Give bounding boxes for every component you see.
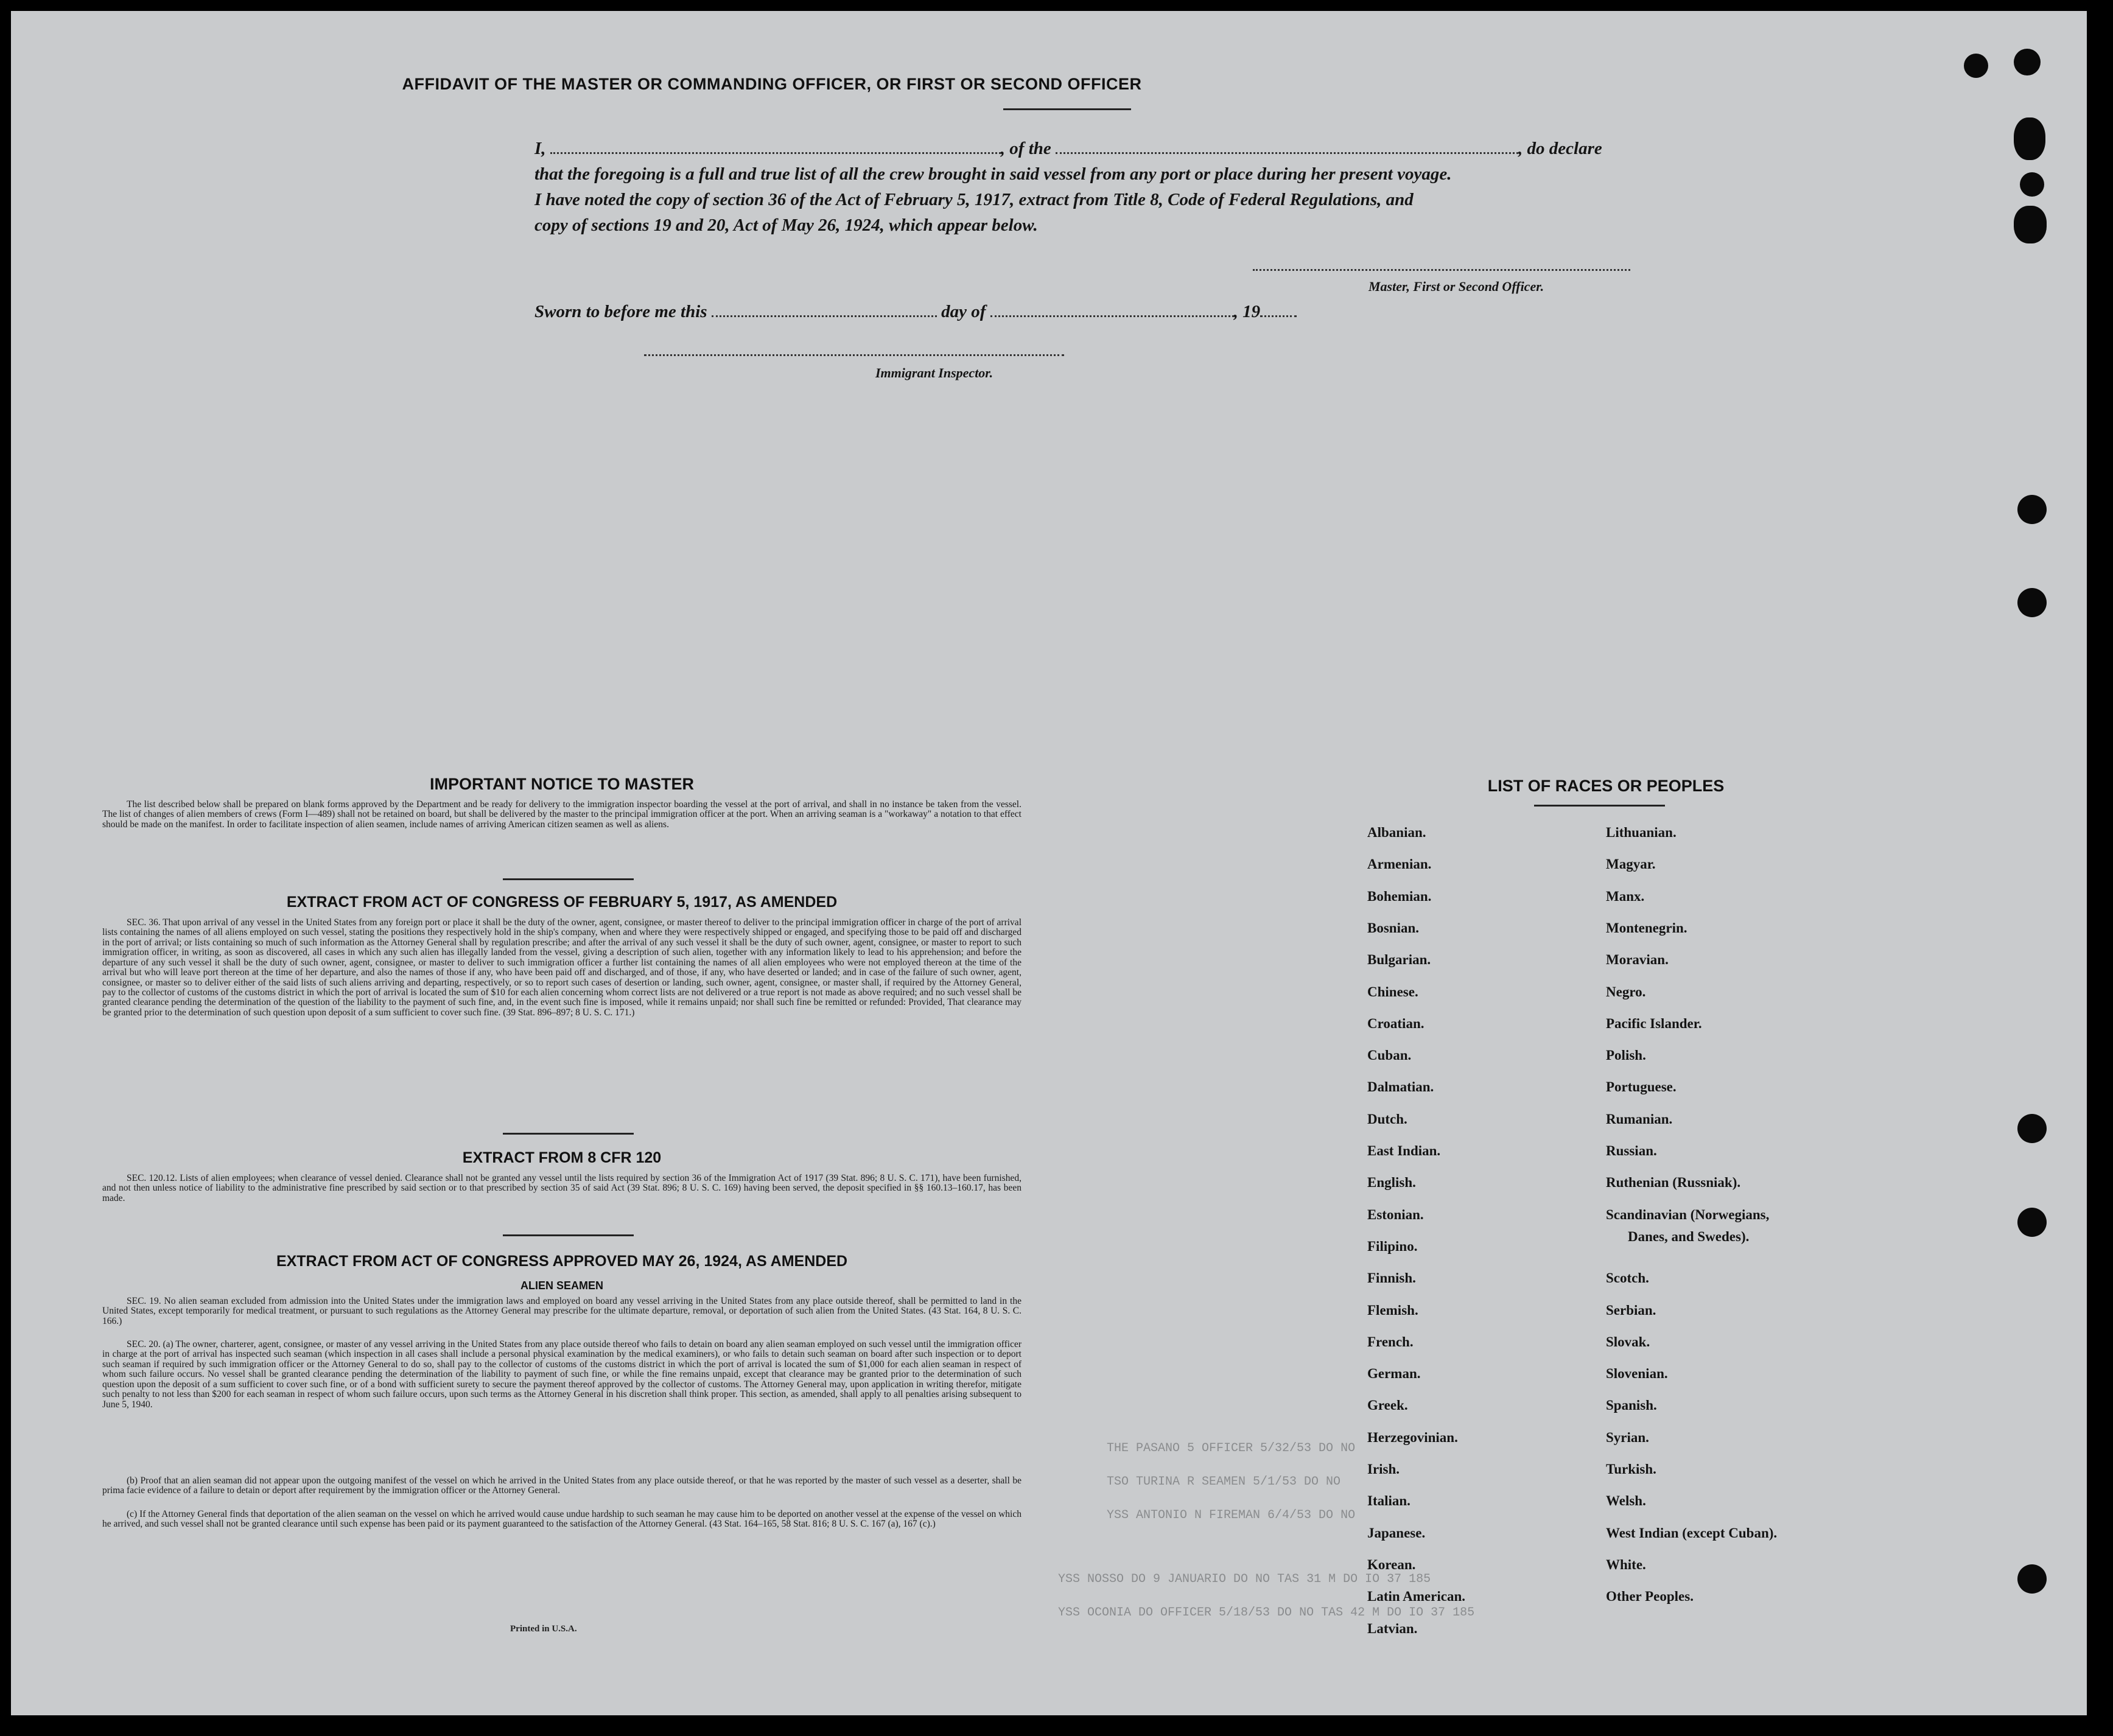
race-item: Moravian. (1606, 952, 1669, 968)
race-item: Magyar. (1606, 856, 1656, 872)
cfr-title: EXTRACT FROM 8 CFR 120 (462, 1149, 662, 1166)
inspector-signature-line[interactable] (644, 351, 1064, 356)
bleed-through-line: TSO TURINA R SEAMEN 5/1/53 DO NO (1107, 1475, 1341, 1489)
binder-hole (2017, 1564, 2047, 1594)
day-field[interactable] (712, 312, 937, 317)
race-item: Korean. (1367, 1556, 1416, 1572)
affidavit-line-4: copy of sections 19 and 20, Act of May 26, 1924, which appear below. (534, 215, 1038, 235)
race-item: Greek. (1367, 1398, 1408, 1413)
binder-hole (2020, 172, 2044, 197)
section-rule (503, 1133, 634, 1135)
day-of-label: day of (941, 302, 986, 321)
race-item: Scotch. (1606, 1270, 1649, 1286)
races-title: LIST OF RACES OR PEOPLES (1487, 777, 1725, 795)
race-item: Scandinavian (Norwegians, (1606, 1206, 1770, 1222)
race-item: Lithuanian. (1606, 825, 1677, 840)
binder-hole (2017, 588, 2047, 617)
race-item: Manx. (1606, 888, 1645, 904)
sec-20c-body: (c) If the Attorney General finds that deportation of the alien seaman on the vessel on which he arrived would cause undue hardship to such seaman he may cause him to be deported on another vessel at the expense of the vessel on which he arrived, and such vessel shall not be granted clearance until such expense has been paid or its payment guaranteed to the satisfaction of the Attorney General. (43 Stat. 164–165, 58 Stat. 816; 8 U. S. C. 167 (a), 167 (c).) (102, 1509, 1021, 1530)
vessel-field[interactable] (1056, 149, 1518, 154)
binder-hole (2017, 495, 2047, 524)
section-rule (503, 878, 634, 880)
race-item: Portuguese. (1606, 1079, 1677, 1095)
race-item: Slovenian. (1606, 1366, 1668, 1382)
year-label: , 19 (1233, 302, 1261, 321)
race-item: German. (1367, 1366, 1421, 1382)
bleed-through-line: YSS OCONIA DO OFFICER 5/18/53 DO NO TAS 42 M DO IO 37 185 (1058, 1606, 1475, 1620)
bleed-through-line: YSS NOSSO DO 9 JANUARIO DO NO TAS 31 M DO IO 37 185 (1058, 1572, 1431, 1586)
race-item: Dutch. (1367, 1111, 1407, 1127)
of-the-label: , of the (1000, 139, 1051, 158)
race-item: Estonian. (1367, 1206, 1424, 1222)
race-item: Irish. (1367, 1461, 1400, 1477)
race-item: Bohemian. (1367, 888, 1432, 904)
race-item: Albanian. (1367, 825, 1426, 840)
affidavit-line-2: that the foregoing is a full and true list of all the crew brought in said vessel from any port or place during her present voyage. (534, 164, 1452, 184)
race-item: Negro. (1606, 984, 1646, 999)
race-item: Russian. (1606, 1143, 1657, 1158)
race-item: Filipino. (1367, 1238, 1418, 1254)
i-label: I, (534, 139, 546, 158)
race-item: White. (1606, 1556, 1646, 1572)
sworn-label: Sworn to before me this (534, 302, 707, 321)
races-title-rule (1534, 805, 1665, 807)
race-item: Italian. (1367, 1493, 1410, 1509)
race-item: Latin American. (1367, 1589, 1465, 1605)
race-item: Herzegovinian. (1367, 1429, 1458, 1445)
race-item: Chinese. (1367, 984, 1418, 999)
race-item: Latvian. (1367, 1620, 1418, 1636)
binder-hole (2014, 49, 2041, 75)
sec-19-body: SEC. 19. No alien seaman excluded from admission into the United States under the immigration laws and employed on board any vessel arriving in the United States from any place outside thereof, shall be permitted to land in the United States, except temporarily for medical treatment, or pursuant to such regulations as the Attorney General may prescribe for the ultimate departure, removal, or deportation of such alien from the United States. (43 Stat. 164, 8 U. S. C. 166.) (102, 1296, 1021, 1326)
race-item: Rumanian. (1606, 1111, 1673, 1127)
race-item: Japanese. (1367, 1525, 1426, 1541)
binder-hole (1964, 54, 1988, 78)
master-signature-line[interactable] (1253, 265, 1630, 271)
year-field[interactable] (1260, 312, 1297, 317)
race-item: West Indian (except Cuban). (1606, 1525, 1778, 1541)
race-item: Spanish. (1606, 1398, 1657, 1413)
affidavit-declaration-line (534, 139, 1602, 159)
race-item: English. (1367, 1175, 1416, 1191)
extract-1917-body: SEC. 36. That upon arrival of any vessel in the United States from any foreign port or place it shall be the duty of the owner, agent, consignee, or master thereof to deliver to the principal immigration officer in charge of the port of arrival lists containing the names of all aliens employed on such vessel, stating the positions they respectively hold in the ship's company, when and where they were respectively shipped or engaged, and specifying those to be paid off and discharged in the port of arrival; or lists containing so much of such information as the Attorney General shall by regulation prescribe; and after the arrival of any such vessel it shall be the duty of such owner, agent, consignee, or master to report to such immigration officer, in writing, as soon as discovered, all cases in which any such alien has illegally landed from the vessel, giving a description of such alien, together with any information likely to lead to his apprehension; and before the departure of any such vessel it shall be the duty of such owner, agent, consignee, or master to deliver to such immigration officer a further list containing the names of all alien employees who were not employed thereon at the time of the arrival but who will leave port thereon at the time of her departure, and also the names of those if any, who have been paid off and discharged, and of those, if any, who have deserted or landed; and in case of the failure of such owner, agent, consignee, or master so to deliver either of the said lists of such aliens arriving and departing, respectively, or so to report such cases of desertion or landing, such owner, agent, consignee, or master shall, if required by the Attorney General, pay to the collector of customs of the customs district in which the port of arrival is located the sum of $10 for each alien concerning whom correct lists are not delivered or a true report is not made as above required; and no such vessel shall be granted clearance pending the determination of the question of the liability to the payment of such fine, and, in the event such fine is imposed, while it remains unpaid; nor shall such fine be remitted or refunded: Provided, That clearance may be granted prior to the determination of such question upon deposit of a sum sufficient to cover such fine. (39 Stat. 896–897; 8 U. S. C. 171.) (102, 917, 1021, 1018)
race-item: Turkish. (1606, 1461, 1656, 1477)
binder-hole (2017, 1208, 2047, 1237)
affidavit-title: AFFIDAVIT OF THE MASTER OR COMMANDING OFFICER, OR FIRST OR SECOND OFFICER (402, 75, 1142, 93)
race-item: Flemish. (1367, 1302, 1418, 1318)
race-item: Bosnian. (1367, 920, 1420, 936)
race-item: Croatian. (1367, 1015, 1424, 1031)
race-item: Syrian. (1606, 1429, 1649, 1445)
document-page (11, 11, 2087, 1715)
race-item: Welsh. (1606, 1493, 1646, 1509)
race-item: Other Peoples. (1606, 1589, 1694, 1605)
bleed-through-line: THE PASANO 5 OFFICER 5/32/53 DO NO (1107, 1441, 1356, 1455)
section-rule (503, 1234, 634, 1236)
master-signature-label: Master, First or Second Officer. (1368, 279, 1544, 294)
binder-hole (2014, 117, 2045, 160)
sec-20b-body: (b) Proof that an alien seaman did not appear upon the outgoing manifest of the vessel on which he arrived in the United States from any place outside thereof, or that he was reported by the master of such vessel as a deserter, shall be prima facie evidence of a failure to detain or deport after requirement by the immigration officer or the Attorney General. (102, 1475, 1021, 1496)
race-item: Armenian. (1367, 856, 1432, 872)
do-declare-label: , do declare (1518, 139, 1602, 158)
race-item: Cuban. (1367, 1048, 1412, 1063)
binder-hole (2014, 206, 2047, 243)
month-field[interactable] (990, 312, 1234, 317)
extract-1917-title: EXTRACT FROM ACT OF CONGRESS OF FEBRUARY 5, 1917, AS AMENDED (286, 894, 838, 911)
cfr-body: SEC. 120.12. Lists of alien employees; when clearance of vessel denied. Clearance shall not be granted any vessel until the lists required by section 36 of the Immigration Act of 1917 (39 Stat. 896; 8 U. S. C. 171), have been furnished, and not then unless notice of liability to the administrative fine prescribed by said section or to that prescribed by section 35 of said Act (39 Stat. 896; 8 U. S. C. 169) having been served, the deposit specified in §§ 160.13–160.17, has been made. (102, 1173, 1021, 1203)
notice-title: IMPORTANT NOTICE TO MASTER (430, 775, 694, 793)
race-item: Slovak. (1606, 1334, 1650, 1349)
sec-20a-body: SEC. 20. (a) The owner, charterer, agent, consignee, or master of any vessel arriving in the United States from any place outside thereof who fails to detain on board any alien seaman employed on such vessel until the immigration officer in charge at the port of arrival has inspected such seaman (which inspection in all cases shall include a personal physical examination by the medical examiners), or who fails to detain such seaman on board after such inspection or to deport such seaman if required by such immigration officer or the Attorney General to do so, shall pay to the collector of customs of the customs district in which the port of arrival is located the sum of $1,000 for each alien seaman in respect of whom such failure occurs. No vessel shall be granted clearance pending the determination of the liability to payment of such fine, or while the fine remains unpaid, except that clearance may be granted prior to the determination of such question upon the deposit of a sum sufficient to cover such fine, or of a bond with sufficient surety to secure the payment thereof approved by the collector of customs. The Attorney General may, upon application in writing therefor, mitigate such penalty to not less than $200 for each seaman in respect of whom such failure occurs, upon such terms as the Attorney General in his discretion shall think proper. This section, as amended, shall apply to all penalties arising subsequent to June 5, 1940. (102, 1339, 1021, 1410)
race-item: French. (1367, 1334, 1414, 1349)
sworn-line (534, 302, 1297, 322)
race-item: Finnish. (1367, 1270, 1416, 1286)
race-item: Bulgarian. (1367, 952, 1431, 968)
printed-in-usa: Printed in U.S.A. (510, 1624, 577, 1634)
affidavit-line-3: I have noted the copy of section 36 of the Act of February 5, 1917, extract from Title 8, Code of Federal Regulations, and (534, 190, 1414, 209)
race-item: Polish. (1606, 1048, 1646, 1063)
notice-body: The list described below shall be prepared on blank forms approved by the Department and be ready for delivery to the immigration inspector boarding the vessel at the port of arrival, and shall in no instance be taken from the vessel. The list of changes of alien members of crews (Form I—489) shall not be retained on board, but shall be delivered by the master to the principal immigration officer at the port. When an arriving seaman is a "workaway" a notation to that effect should be made on the manifest. In order to facilitate inspection of alien seamen, include names of arriving American citizen seamen as well as aliens. (102, 799, 1021, 830)
binder-hole (2017, 1114, 2047, 1143)
bleed-through-line: YSS ANTONIO N FIREMAN 6/4/53 DO NO (1107, 1508, 1356, 1522)
race-item: Dalmatian. (1367, 1079, 1434, 1095)
name-field[interactable] (550, 149, 1001, 154)
alien-seamen-subtitle: ALIEN SEAMEN (520, 1279, 603, 1292)
inspector-label: Immigrant Inspector. (875, 365, 993, 380)
race-item-scandinavian-continued: Danes, and Swedes). (1628, 1229, 1750, 1244)
title-rule (1003, 108, 1131, 110)
race-item: Ruthenian (Russniak). (1606, 1175, 1741, 1191)
race-item: East Indian. (1367, 1143, 1441, 1158)
extract-1924-title: EXTRACT FROM ACT OF CONGRESS APPROVED MAY 26, 1924, AS AMENDED (276, 1253, 848, 1270)
race-item: Montenegrin. (1606, 920, 1687, 936)
race-item: Serbian. (1606, 1302, 1656, 1318)
race-item: Pacific Islander. (1606, 1015, 1702, 1031)
